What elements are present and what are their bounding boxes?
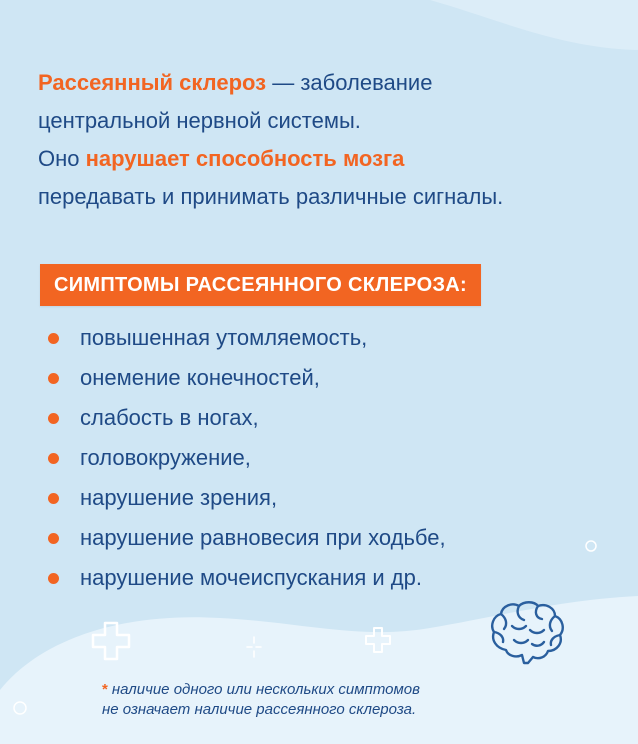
bullet-icon xyxy=(48,533,59,544)
list-item: головокружение, xyxy=(44,438,446,478)
list-item: нарушение зрения, xyxy=(44,478,446,518)
ring-icon xyxy=(586,541,596,551)
footnote xyxy=(102,680,420,720)
symptoms-heading: СИМПТОМЫ РАССЕЯННОГО СКЛЕРОЗА: xyxy=(40,264,481,306)
footnote-line-2: не означает наличие рассеянного склероза. xyxy=(102,701,417,718)
sparkle-icon xyxy=(244,636,264,658)
medical-cross-icon xyxy=(364,626,392,654)
disease-name: Рассеянный склероз xyxy=(38,70,267,95)
symptoms-list xyxy=(44,318,446,598)
bullet-icon xyxy=(48,413,59,424)
bullet-icon xyxy=(48,493,59,504)
intro-paragraph xyxy=(38,64,618,216)
list-item: слабость в ногах, xyxy=(44,398,446,438)
intro-line-4: передавать и принимать различные сигналы. xyxy=(38,184,504,209)
list-item: нарушение равновесия при ходьбе, xyxy=(44,518,446,558)
medical-cross-icon xyxy=(90,620,132,662)
list-item: онемение конечностей, xyxy=(44,358,446,398)
intro-line-3: Оно нарушает способность мозга xyxy=(38,146,405,171)
list-item: нарушение мочеиспускания и др. xyxy=(44,558,446,598)
bullet-icon xyxy=(48,333,59,344)
asterisk: * xyxy=(102,681,108,698)
intro-highlight: нарушает способность мозга xyxy=(85,146,405,171)
list-item: повышенная утомляемость, xyxy=(44,318,446,358)
intro-line-1: Рассеянный склероз — заболевание xyxy=(38,70,433,95)
bullet-icon xyxy=(48,453,59,464)
bullet-icon xyxy=(48,373,59,384)
brain-icon xyxy=(488,600,566,666)
bullet-icon xyxy=(48,573,59,584)
intro-line-2: центральной нервной системы. xyxy=(38,108,361,133)
footnote-line-1: * наличие одного или нескольких симптомов xyxy=(102,681,420,698)
